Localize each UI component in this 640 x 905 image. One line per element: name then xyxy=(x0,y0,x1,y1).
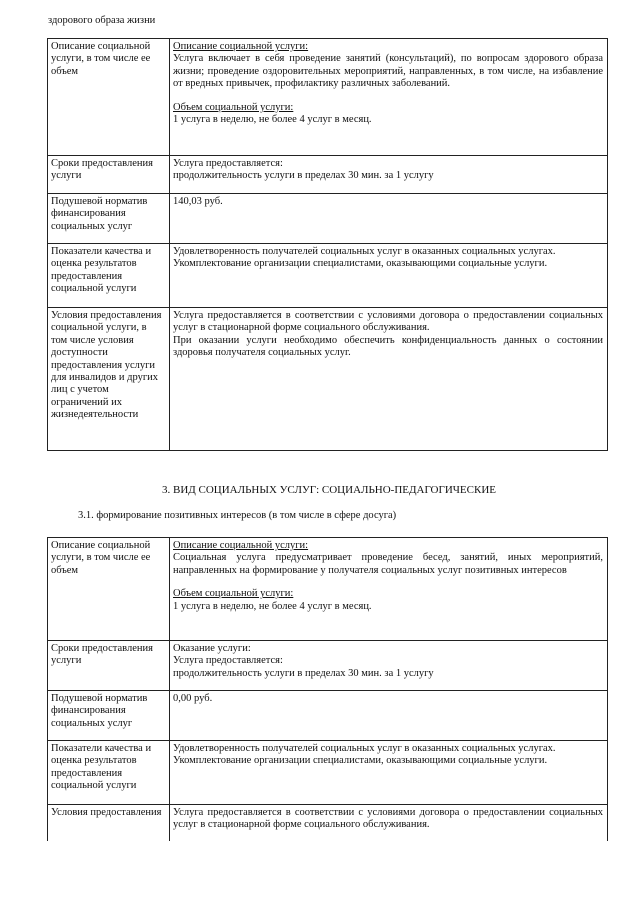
row-label: Описание социальной услуги, в том числе ее объем xyxy=(48,39,170,156)
row-label: Сроки предоставления услуги xyxy=(48,156,170,194)
text-line: Услуга предоставляется в соответствии с условиями договора о предоставлении социальных услуг в стационарной форме социального обслуживания. xyxy=(173,807,603,831)
table-row xyxy=(48,194,608,244)
description-title: Описание социальной услуги: xyxy=(173,540,309,551)
service-table-1 xyxy=(47,38,608,451)
table-row xyxy=(48,641,608,691)
text-line: продолжительность услуги в пределах 30 мин. за 1 услугу xyxy=(173,667,434,679)
text-line: Удовлетворенность получателей социальных услуг в оказанных социальных услугах. xyxy=(173,246,556,257)
row-content xyxy=(170,308,608,451)
table-row xyxy=(48,308,608,451)
subsection-heading: 3.1. формирование позитивных интересов (в том числе в сфере досуга) xyxy=(78,510,397,521)
continued-text: здорового образа жизни xyxy=(48,15,156,26)
table-row xyxy=(48,156,608,194)
row-label: Подушевой норматив финансирования социальных услуг xyxy=(48,691,170,741)
row-content xyxy=(170,156,608,194)
text-line: Укомплектование организации специалистами, оказывающими социальные услуги. xyxy=(173,755,548,767)
text-line: Укомплектование организации специалистами, оказывающими социальные услуги. xyxy=(173,258,548,270)
row-label: Показатели качества и оценка результатов предоставления социальной услуги xyxy=(48,741,170,805)
table-row xyxy=(48,805,608,841)
table-row xyxy=(48,244,608,308)
row-content xyxy=(170,741,608,805)
text-line: Удовлетворенность получателей социальных услуг в оказанных социальных услугах. xyxy=(173,743,556,754)
table-row xyxy=(48,538,608,641)
table-row xyxy=(48,691,608,741)
section-heading: 3. ВИД СОЦИАЛЬНЫХ УСЛУГ: СОЦИАЛЬНО-ПЕДАГОГИЧЕСКИЕ xyxy=(161,484,496,496)
row-content: 0,00 руб. xyxy=(170,691,608,741)
description-text: Услуга включает в себя проведение занятий (консультаций), по вопросам здорового образа жизни; проведение оздоровительных мероприятий, направленных, в том числе, на избавление от вредных привычек, профилактику различных заболеваний. xyxy=(173,53,603,90)
text-line: При оказании услуги необходимо обеспечить конфиденциальность данных о состоянии здоровья получателя социальных услуг. xyxy=(173,334,603,359)
row-content xyxy=(170,538,608,641)
row-label: Сроки предоставления услуги xyxy=(48,641,170,691)
text-line: Услуга предоставляется: xyxy=(173,655,283,667)
row-label: Подушевой норматив финансирования социальных услуг xyxy=(48,194,170,244)
text-line: продолжительность услуги в пределах 30 мин. за 1 услугу xyxy=(173,170,434,182)
volume-title: Объем социальной услуги: xyxy=(173,588,294,600)
row-content xyxy=(170,39,608,156)
row-content xyxy=(170,244,608,308)
row-content xyxy=(170,641,608,691)
row-content: 140,03 руб. xyxy=(170,194,608,244)
row-content xyxy=(170,805,608,841)
table-row xyxy=(48,39,608,156)
row-label: Условия предоставления социальной услуги, в том числе условия доступности предоставления услуги для инвалидов и других лиц с учетом ограничений их жизнедеятельности xyxy=(48,308,170,451)
text-line: Оказание услуги: xyxy=(173,643,251,654)
description-title: Описание социальной услуги: xyxy=(173,41,309,52)
volume-text: 1 услуга в неделю, не более 4 услуг в месяц. xyxy=(173,114,372,126)
row-label: Описание социальной услуги, в том числе ее объем xyxy=(48,538,170,641)
table-row xyxy=(48,741,608,805)
volume-title: Объем социальной услуги: xyxy=(173,101,294,113)
service-table-2 xyxy=(47,537,608,841)
text-line: Услуга предоставляется в соответствии с условиями договора о предоставлении социальных услуг в стационарной форме социального обслуживания. xyxy=(173,310,603,334)
row-label: Условия предоставления xyxy=(48,805,170,841)
row-label: Показатели качества и оценка результатов предоставления социальной услуги xyxy=(48,244,170,308)
volume-text: 1 услуга в неделю, не более 4 услуг в месяц. xyxy=(173,600,372,612)
text-line: Услуга предоставляется: xyxy=(173,158,283,169)
description-text: Социальная услуга предусматривает проведение бесед, занятий, иных мероприятий, направленных на формирование у получателя социальных услуг позитивных интересов xyxy=(173,552,603,576)
